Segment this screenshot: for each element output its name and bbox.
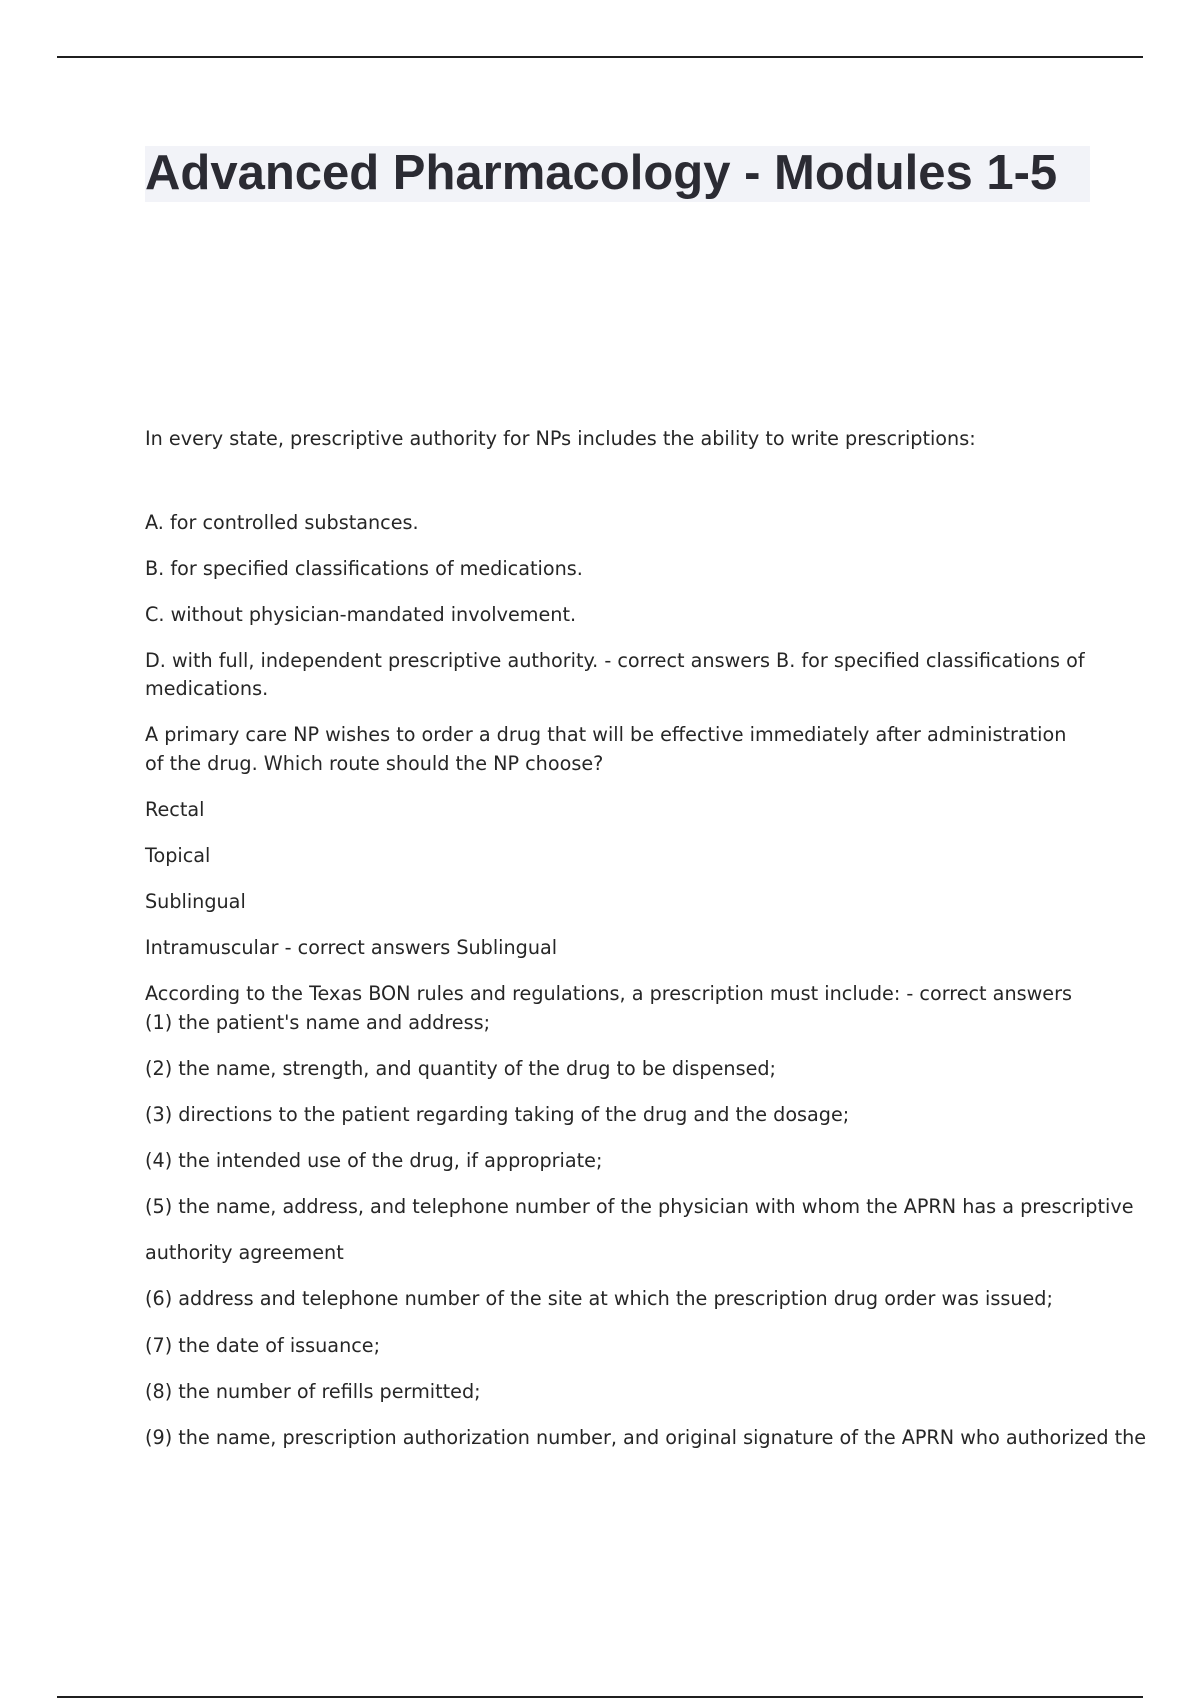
question-1-option-d-answer: D. with full, independent prescriptive authority. - correct answers B. for specified classifications of medications. (145, 648, 1085, 701)
prescription-item-2: (2) the name, strength, and quantity of the drug to be dispensed; (145, 1056, 777, 1080)
document-title: Advanced Pharmacology - Modules 1-5 (145, 146, 1058, 200)
question-2-option-intramuscular-answer: Intramuscular - correct answers Sublingual (145, 936, 558, 960)
question-1-stem: In every state, prescriptive authority for NPs includes the ability to write prescriptions: (145, 427, 976, 450)
question-1-option-a: A. for controlled substances. (145, 510, 419, 534)
bottom-rule (57, 1696, 1143, 1698)
prescription-item-8: (8) the number of refills permitted; (145, 1379, 481, 1403)
question-2-option-sublingual: Sublingual (145, 890, 246, 914)
question-3-stem-answer: According to the Texas BON rules and regulations, a prescription must include: - correct answers (1) the patient's name and address; (145, 982, 1072, 1034)
prescription-item-6: (6) address and telephone number of the site at which the prescription drug order was issued; (145, 1287, 1053, 1311)
document-body (145, 425, 1147, 1470)
question-2-option-topical: Topical (145, 844, 211, 868)
question-2-stem: A primary care NP wishes to order a drug that will be effective immediately after administration of the drug. Which route should the NP choose? (145, 723, 1067, 775)
question-1-option-b: B. for specified classifications of medications. (145, 556, 583, 580)
question-2-option-rectal: Rectal (145, 797, 205, 821)
top-rule (57, 56, 1143, 58)
prescription-item-7: (7) the date of issuance; (145, 1333, 381, 1357)
prescription-item-3: (3) directions to the patient regarding taking of the drug and the dosage; (145, 1103, 850, 1127)
prescription-item-9: (9) the name, prescription authorization number, and original signature of the APRN who authorized the (145, 1425, 1147, 1449)
question-1-option-c: C. without physician-mandated involvement. (145, 602, 577, 626)
prescription-item-4: (4) the intended use of the drug, if appropriate; (145, 1149, 603, 1173)
prescription-item-5-continued: authority agreement (145, 1241, 344, 1265)
prescription-item-5: (5) the name, address, and telephone number of the physician with whom the APRN has a prescriptive (145, 1195, 1134, 1219)
